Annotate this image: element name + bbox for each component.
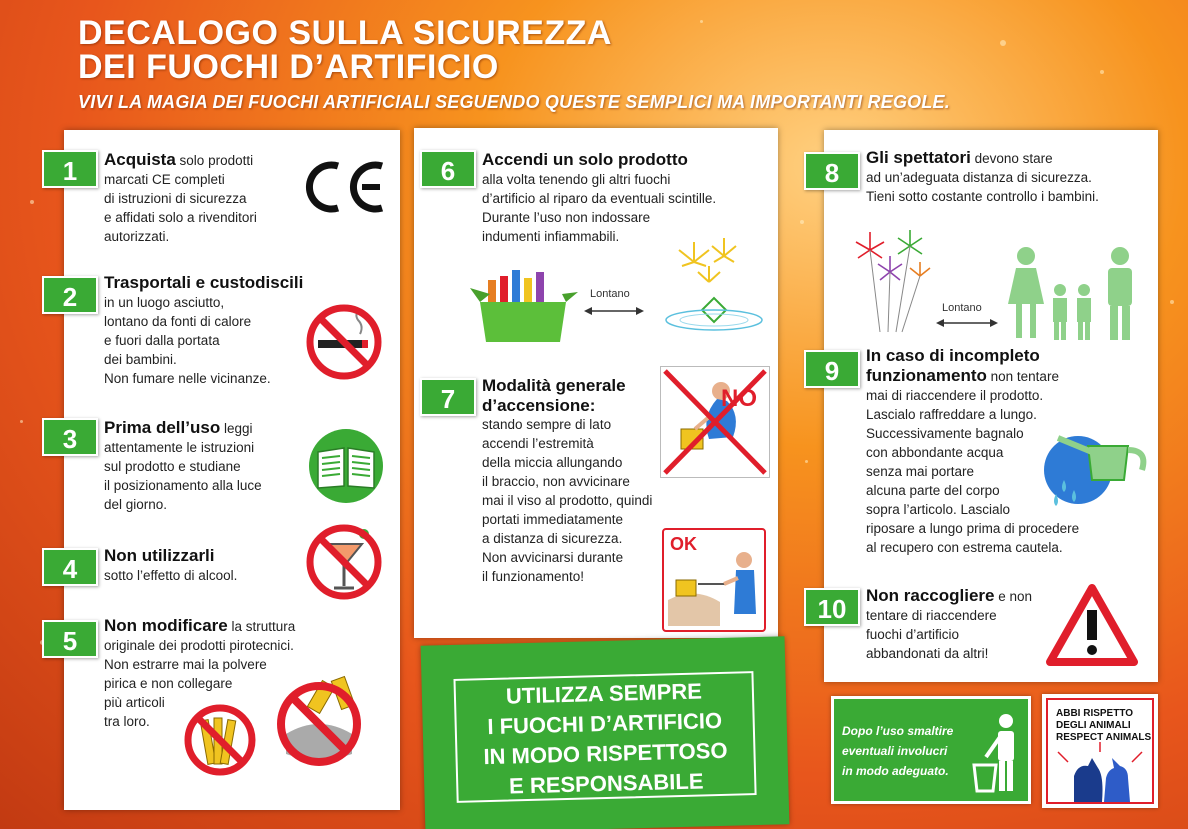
waste-line: in modo adeguato. [842, 764, 949, 778]
rule-9-heading: In caso di incompleto [866, 346, 1040, 365]
rule-10-line: abbandonati da altri! [866, 646, 989, 661]
rule-10-heading: Non raccogliere [866, 586, 995, 605]
page-subtitle: VIVI LA MAGIA DEI FUOCHI ARTIFICIALI SEGUENDO QUESTE SEMPLICI MA IMPORTANTI REGOLE. [78, 92, 950, 112]
rule-9-line: mai di riaccendere il prodotto. [866, 388, 1044, 403]
rule-8-heading: Gli spettatori [866, 148, 971, 167]
banner-line: E RESPONSABILE [508, 768, 704, 799]
rule-1-line: e affidati solo a rivenditori [104, 210, 257, 225]
rule-number-2: 2 [42, 276, 98, 314]
fireworks-box-icon [470, 266, 580, 346]
rule-7-line: accendi l’estremità [482, 436, 594, 451]
responsibility-banner-text [453, 671, 756, 803]
rule-7-heading: Modalità generale [482, 376, 626, 395]
animals-line: ABBI RISPETTO [1056, 708, 1134, 719]
lit-firework-icon [654, 232, 764, 342]
open-book-icon [308, 428, 384, 504]
panel-rules-6-7 [414, 128, 778, 638]
rule-7-line: della miccia allungando [482, 455, 623, 470]
rule-10-line: fuochi d’artificio [866, 627, 960, 642]
rule-9-line: al recupero con estrema cautela. [866, 540, 1063, 555]
rule-number-4: 4 [42, 548, 98, 586]
rule-5-line: pirica e non collegare [104, 676, 233, 691]
rule-5-line: la struttura [227, 619, 296, 634]
rule-number-5: 5 [42, 620, 98, 658]
rule-7-line: Non avvicinarsi durante [482, 550, 624, 565]
animals-line: RESPECT ANIMALS [1056, 732, 1152, 743]
respect-animals-frame [1046, 698, 1154, 804]
responsibility-banner [421, 636, 790, 829]
rule-4-heading: Non utilizzarli [104, 546, 215, 565]
rule-7-line: portati immediatamente [482, 512, 624, 527]
rule-6-line: indumenti infiammabili. [482, 229, 620, 244]
rule-9-line: senza mai portare [866, 464, 975, 479]
animals-line: DEGLI ANIMALI [1056, 720, 1131, 731]
rule-2-line: e fuori dalla portata [104, 333, 220, 348]
rule-2-line: in un luogo asciutto, [104, 295, 225, 310]
rule-7-line: mai il viso al prodotto, quindi [482, 493, 653, 508]
distance-label: Lontano [590, 288, 630, 300]
rule-3-line: attentamente le istruzioni [104, 440, 255, 455]
respect-animals-text [1056, 708, 1151, 744]
rule-9-line: Successivamente bagnalo [866, 426, 1024, 441]
correct-ignition-illustration [662, 528, 766, 632]
rule-5-line: più articoli [104, 695, 165, 710]
rule-6-line: d’artificio al riparo da eventuali scintille. [482, 191, 717, 206]
rule-number-7: 7 [420, 378, 476, 416]
rule-4-text [104, 546, 304, 585]
rule-2-line: Non fumare nelle vicinanze. [104, 371, 271, 386]
rule-5-line: Non estrarre mai la polvere [104, 657, 267, 672]
rule-8-line: ad un’adeguata distanza di sicurezza. [866, 170, 1092, 185]
ok-label: OK [670, 534, 697, 554]
rule-3-line: sul prodotto e studiane [104, 459, 241, 474]
wrong-ignition-illustration [660, 366, 770, 478]
panel-rules-8-10 [817, 130, 1158, 682]
rule-8-line: devono stare [970, 151, 1053, 166]
fireworks-display-icon [850, 226, 940, 336]
rule-10-line: e non [994, 589, 1033, 604]
double-arrow-icon [584, 304, 644, 316]
rule-3-heading: Prima dell’uso [104, 418, 221, 437]
rule-4-line: sotto l’effetto di alcool. [104, 568, 238, 583]
rule-number-9: 9 [804, 350, 860, 388]
family-spectators-icon [1004, 246, 1144, 342]
rule-9-line: alcuna parte del corpo [866, 483, 1000, 498]
watering-can-icon [1044, 420, 1150, 516]
respect-animals-badge [1042, 694, 1158, 808]
waste-line: eventuali involucri [842, 744, 948, 758]
rule-7-heading-2: d’accensione: [482, 396, 596, 415]
rule-number-1: 1 [42, 150, 98, 188]
rule-2-line: dei bambini. [104, 352, 177, 367]
rule-3-line: il posizionamento alla luce [104, 478, 262, 493]
rule-8-line: Tieni sotto costante controllo i bambini. [866, 189, 1099, 204]
rule-2-heading: Trasportali e custodiscili [104, 273, 304, 292]
dog-cat-icon [1048, 742, 1152, 802]
rule-5-line: tra loro. [104, 714, 150, 729]
warning-triangle-icon [1046, 582, 1138, 668]
banner-line: I FUOCHI D’ARTIFICIO [487, 707, 723, 740]
header [78, 16, 1178, 113]
rule-2-line: lontano da fonti di calore [104, 314, 252, 329]
rule-6-line: Durante l’uso non indossare [482, 210, 651, 225]
no-alcohol-icon [304, 522, 384, 602]
rule-1-line: di istruzioni di sicurezza [104, 191, 247, 206]
ce-mark-icon [304, 158, 388, 216]
waste-disposal-badge [831, 696, 1031, 804]
panel-rules-1-5 [64, 130, 400, 810]
rule-5-heading: Non modificare [104, 616, 228, 635]
rule-1-line: autorizzati. [104, 229, 170, 244]
banner-line: IN MODO RISPETTOSO [483, 737, 728, 770]
waste-disposal-text [842, 721, 972, 781]
waste-line: Dopo l’uso smaltire [842, 724, 954, 738]
rule-1-line: marcati CE completi [104, 172, 225, 187]
rule-number-8: 8 [804, 152, 860, 190]
rule-3-text [104, 418, 324, 514]
rule-7-line: il funzionamento! [482, 569, 585, 584]
rule-9-line: non tentare [986, 369, 1059, 384]
rule-10-line: tentare di riaccendere [866, 608, 997, 623]
rule-6-heading: Accendi un solo prodotto [482, 150, 688, 169]
rule-9-line: riposare a lungo prima di procedere [866, 521, 1080, 536]
distance-label-2: Lontano [942, 302, 982, 314]
page-title-line-2: DEI FUOCHI D’ARTIFICIO [78, 48, 499, 86]
rule-6-line: alla volta tenendo gli altri fuochi [482, 172, 671, 187]
rule-3-line: leggi [220, 421, 253, 436]
rule-1-text [104, 150, 304, 246]
rule-1-heading: Acquista [104, 150, 176, 169]
rule-3-line: del giorno. [104, 497, 168, 512]
rule-9-line: Lascialo raffreddare a lungo. [866, 407, 1037, 422]
rule-7-line: a distanza di sicurezza. [482, 531, 623, 546]
no-label: NO [721, 385, 757, 412]
rule-7-line: il braccio, non avvicinare [482, 474, 630, 489]
rule-1-line: solo prodotti [175, 153, 254, 168]
rule-number-10: 10 [804, 588, 860, 626]
double-arrow-icon-2 [936, 316, 998, 328]
rule-5-line: originale dei prodotti pirotecnici. [104, 638, 294, 653]
no-tampering-sticks-icon [182, 702, 258, 778]
rule-7-line: stando sempre di lato [482, 417, 612, 432]
rule-9-heading-2: funzionamento [866, 366, 987, 385]
rule-number-6: 6 [420, 150, 476, 188]
banner-line: UTILIZZA SEMPRE [505, 678, 703, 709]
rule-7-text [482, 376, 682, 586]
no-smoking-icon [304, 302, 384, 382]
recycle-bin-person-icon [972, 713, 1026, 793]
rule-9-line: sopra l’articolo. Lascialo [866, 502, 1011, 517]
rule-10-text [866, 586, 1066, 663]
rule-number-3: 3 [42, 418, 98, 456]
no-powder-extraction-icon [274, 674, 364, 768]
page-title-line-1: DECALOGO SULLA SICUREZZA [78, 14, 612, 52]
rule-8-text [866, 148, 1156, 206]
rule-9-line: con abbondante acqua [866, 445, 1004, 460]
